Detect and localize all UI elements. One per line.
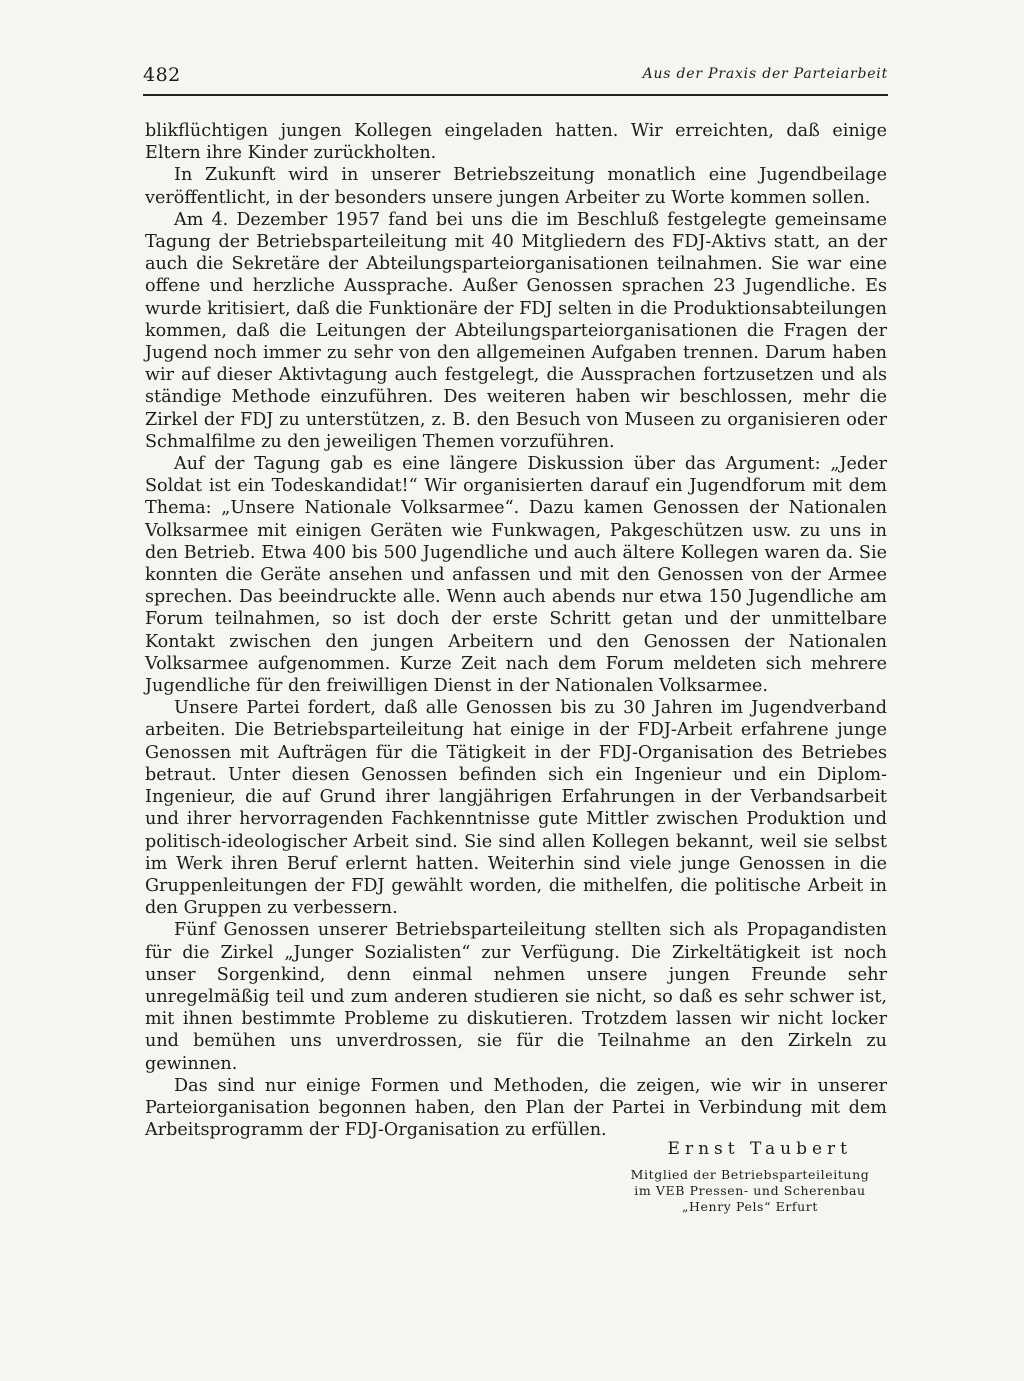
- paragraph: In Zukunft wird in unserer Betriebszeitung monatlich eine Jugendbeilage veröffentlicht, in der besonders unsere jungen Arbeiter zu Worte kommen sollen.: [145, 165, 887, 208]
- signature-block: [620, 1139, 890, 1215]
- author-affiliation: [620, 1167, 890, 1215]
- paragraph: Das sind nur einige Formen und Methoden, die zeigen, wie wir in unserer Parteiorganisation begonnen haben, den Plan der Partei in Verbindung mit dem Arbeitsprogramm der FDJ-Organisation zu erfüllen.: [145, 1075, 887, 1141]
- article-body: [145, 120, 887, 1141]
- paragraph: Fünf Genossen unserer Betriebsparteileitung stellten sich als Propagandisten für die Zirkel „Junger Sozialisten“ zur Verfügung. Die Zirkeltätigkeit ist noch unser Sorgenkind, denn einmal nehmen unsere jungen Freunde sehr unregelmäßig teil und zum anderen studieren sie nicht, so daß es sehr schwer ist, mit ihnen bestimmte Probleme zu diskutieren. Trotzdem lassen wir nicht locker und bemühen uns unverdrossen, sie für die Teilnahme an den Zirkeln zu gewinnen.: [145, 920, 887, 1074]
- running-head: Aus der Praxis der Parteiarbeit: [642, 66, 888, 82]
- paragraph: blikflüchtigen jungen Kollegen eingeladen hatten. Wir erreichten, daß einige Eltern ihre Kinder zurückholten.: [145, 121, 887, 164]
- affiliation-line: Mitglied der Betriebsparteileitung: [630, 1167, 870, 1182]
- page-number: 482: [143, 64, 181, 86]
- page-header: [143, 64, 888, 96]
- paragraph: Unsere Partei fordert, daß alle Genossen bis zu 30 Jahren im Jugendverband arbeiten. Die Betriebsparteileitung hat einige in der FDJ-Arbeit erfahrene junge Genossen mit Aufträgen für die Tätigkeit in der FDJ-Organisation des Betriebes betraut. Unter diesen Genossen befinden sich ein Ingenieur und ein Diplom-Ingenieur, die auf Grund ihrer langjährigen Erfahrungen in der Verbandsarbeit und ihrer hervorragenden Fachkenntnisse gute Mittler zwischen Produktion und politisch-ideologischer Arbeit sind. Sie sind allen Kollegen bekannt, weil sie selbst im Werk ihren Beruf erlernt hatten. Weiterhin sind viele junge Genossen in die Gruppenleitungen der FDJ gewählt worden, die mithelfen, die politische Arbeit in den Gruppen zu verbessern.: [145, 698, 887, 919]
- author-name: Ernst Taubert: [667, 1139, 852, 1159]
- paragraph: Am 4. Dezember 1957 fand bei uns die im Beschluß festgelegte gemeinsame Tagung der Betriebsparteileitung mit 40 Mitgliedern des FDJ-Aktivs statt, an der auch die Sekretäre der Abteilungsparteiorganisationen teilnahmen. Sie war eine offene und herzliche Aussprache. Außer Genossen sprachen 23 Jugendliche. Es wurde kritisiert, daß die Funktionäre der FDJ selten in die Produktionsabteilungen kommen, daß die Leitungen der Abteilungsparteiorganisationen die Fragen der Jugend noch immer zu sehr von den allgemeinen Aufgaben trennen. Darum haben wir auf dieser Aktivtagung auch festgelegt, die Aussprachen fortzusetzen und als ständige Methode einzuführen. Des weiteren haben wir beschlossen, mehr die Zirkel der FDJ zu unterstützen, z. B. den Besuch von Museen zu organisieren oder Schmalfilme zu den jeweiligen Themen vorzuführen.: [145, 209, 887, 452]
- affiliation-line: „Henry Pels“ Erfurt: [681, 1199, 819, 1214]
- affiliation-line: im VEB Pressen- und Scherenbau: [634, 1183, 866, 1198]
- paragraph: Auf der Tagung gab es eine längere Diskussion über das Argument: „Jeder Soldat ist ein Todeskandidat!“ Wir organisierten darauf ein Jugendforum mit dem Thema: „Unsere Nationale Volksarmee“. Dazu kamen Genossen der Nationalen Volksarmee mit einigen Geräten wie Funkwagen, Pakgeschützen usw. zu uns in den Betrieb. Etwa 400 bis 500 Jugendliche und auch ältere Kollegen waren da. Sie konnten die Geräte ansehen und anfassen und mit den Genossen von der Armee sprechen. Das beeindruckte alle. Wenn auch abends nur etwa 150 Jugendliche am Forum teilnahmen, so ist doch der erste Schritt getan und der unmittelbare Kontakt zwischen den jungen Arbeitern und den Genossen der Nationalen Volksarmee aufgenommen. Kurze Zeit nach dem Forum meldeten sich mehrere Jugendliche für den freiwilligen Dienst in der Nationalen Volksarmee.: [145, 454, 887, 697]
